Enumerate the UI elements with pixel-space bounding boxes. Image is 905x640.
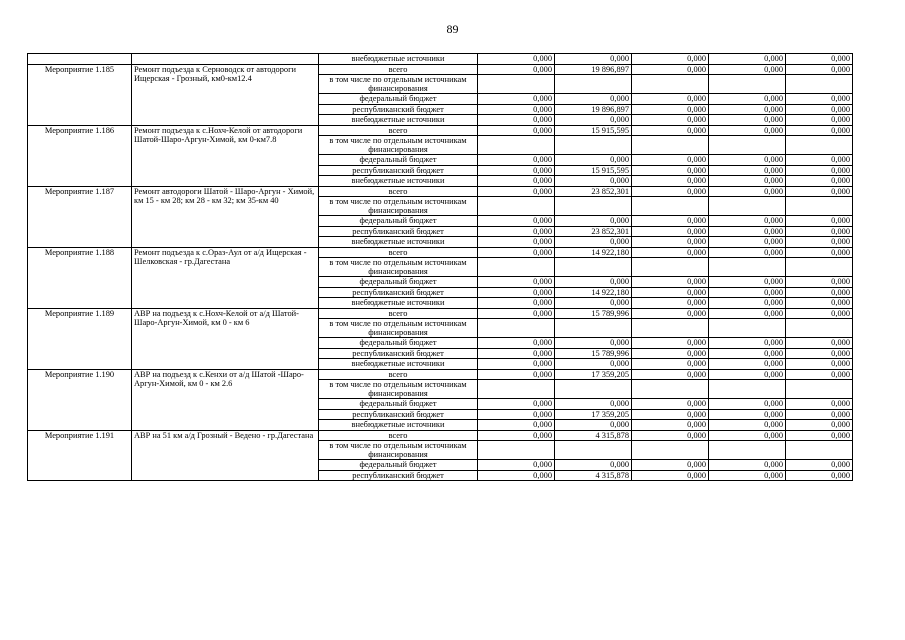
event-description: АВР на подъезд к с.Кенхи от а/д Шатой -Шаро-Аргун-Химой, км 0 - км 2.6 bbox=[132, 369, 319, 430]
value-cell bbox=[555, 258, 632, 277]
value-cell: 0,000 bbox=[478, 237, 555, 248]
value-cell: 0,000 bbox=[709, 409, 786, 420]
value-cell: 15 789,996 bbox=[555, 348, 632, 359]
value-cell: 19 896,897 bbox=[555, 104, 632, 115]
value-cell: 0,000 bbox=[632, 369, 709, 380]
value-cell bbox=[555, 197, 632, 216]
value-cell bbox=[709, 75, 786, 94]
value-cell: 0,000 bbox=[786, 298, 853, 309]
value-cell bbox=[632, 319, 709, 338]
value-cell: 0,000 bbox=[478, 369, 555, 380]
empty-cell bbox=[28, 54, 132, 65]
value-cell bbox=[632, 441, 709, 460]
value-cell: 0,000 bbox=[632, 54, 709, 65]
value-cell: 0,000 bbox=[786, 216, 853, 227]
value-cell: 0,000 bbox=[786, 247, 853, 258]
value-cell bbox=[478, 319, 555, 338]
funding-source-cell: всего bbox=[319, 247, 478, 258]
value-cell: 0,000 bbox=[555, 460, 632, 471]
value-cell: 0,000 bbox=[786, 155, 853, 166]
table-row bbox=[28, 125, 853, 136]
value-cell: 0,000 bbox=[555, 420, 632, 431]
event-description: Ремонт подъезда к Серноводск от автодороги Ищерская - Грозный, км0-км12.4 bbox=[132, 64, 319, 125]
value-cell: 4 315,878 bbox=[555, 470, 632, 481]
funding-source-cell: внебюджетные источники bbox=[319, 115, 478, 126]
value-cell: 0,000 bbox=[709, 94, 786, 105]
value-cell: 0,000 bbox=[709, 298, 786, 309]
value-cell bbox=[555, 136, 632, 155]
value-cell: 15 789,996 bbox=[555, 308, 632, 319]
funding-source-cell: внебюджетные источники bbox=[319, 420, 478, 431]
funding-source-cell: внебюджетные источники bbox=[319, 54, 478, 65]
value-cell: 0,000 bbox=[786, 94, 853, 105]
value-cell bbox=[478, 258, 555, 277]
value-cell: 0,000 bbox=[478, 420, 555, 431]
value-cell: 0,000 bbox=[786, 409, 853, 420]
value-cell: 0,000 bbox=[478, 176, 555, 187]
funding-source-cell: в том числе по отдельным источникам финансирования bbox=[319, 75, 478, 94]
value-cell: 0,000 bbox=[478, 155, 555, 166]
value-cell: 0,000 bbox=[478, 430, 555, 441]
value-cell: 0,000 bbox=[632, 226, 709, 237]
value-cell: 0,000 bbox=[632, 308, 709, 319]
event-label: Мероприятие 1.185 bbox=[28, 64, 132, 125]
value-cell: 0,000 bbox=[632, 409, 709, 420]
table-body bbox=[28, 54, 853, 481]
funding-source-cell: всего bbox=[319, 430, 478, 441]
value-cell: 0,000 bbox=[478, 186, 555, 197]
budget-table bbox=[27, 53, 853, 481]
value-cell: 0,000 bbox=[632, 104, 709, 115]
funding-source-cell: внебюджетные источники bbox=[319, 237, 478, 248]
value-cell: 23 852,301 bbox=[555, 226, 632, 237]
value-cell bbox=[478, 136, 555, 155]
funding-source-cell: в том числе по отдельным источникам финансирования bbox=[319, 258, 478, 277]
empty-cell bbox=[132, 54, 319, 65]
value-cell: 0,000 bbox=[709, 247, 786, 258]
value-cell: 0,000 bbox=[478, 115, 555, 126]
value-cell: 0,000 bbox=[478, 287, 555, 298]
event-label: Мероприятие 1.191 bbox=[28, 430, 132, 481]
value-cell: 0,000 bbox=[478, 359, 555, 370]
value-cell: 0,000 bbox=[632, 64, 709, 75]
event-label: Мероприятие 1.189 bbox=[28, 308, 132, 369]
value-cell: 0,000 bbox=[632, 420, 709, 431]
funding-source-cell: федеральный бюджет bbox=[319, 216, 478, 227]
value-cell: 0,000 bbox=[555, 359, 632, 370]
funding-source-cell: федеральный бюджет bbox=[319, 338, 478, 349]
value-cell: 0,000 bbox=[786, 348, 853, 359]
value-cell bbox=[555, 75, 632, 94]
funding-source-cell: всего bbox=[319, 186, 478, 197]
value-cell: 0,000 bbox=[786, 186, 853, 197]
value-cell: 0,000 bbox=[478, 338, 555, 349]
value-cell: 0,000 bbox=[709, 216, 786, 227]
table-row bbox=[28, 186, 853, 197]
value-cell: 0,000 bbox=[786, 226, 853, 237]
funding-source-cell: республиканский бюджет bbox=[319, 470, 478, 481]
value-cell: 0,000 bbox=[632, 216, 709, 227]
value-cell: 15 915,595 bbox=[555, 125, 632, 136]
value-cell: 0,000 bbox=[632, 298, 709, 309]
value-cell: 0,000 bbox=[632, 430, 709, 441]
value-cell: 0,000 bbox=[632, 348, 709, 359]
value-cell: 14 922,180 bbox=[555, 287, 632, 298]
value-cell: 0,000 bbox=[478, 104, 555, 115]
table-row bbox=[28, 247, 853, 258]
value-cell: 0,000 bbox=[786, 115, 853, 126]
table-row bbox=[28, 54, 853, 65]
value-cell: 0,000 bbox=[555, 216, 632, 227]
value-cell: 0,000 bbox=[632, 94, 709, 105]
value-cell: 0,000 bbox=[709, 359, 786, 370]
value-cell: 0,000 bbox=[786, 287, 853, 298]
value-cell: 0,000 bbox=[709, 460, 786, 471]
funding-source-cell: республиканский бюджет bbox=[319, 348, 478, 359]
value-cell: 0,000 bbox=[786, 460, 853, 471]
value-cell: 0,000 bbox=[786, 104, 853, 115]
funding-source-cell: в том числе по отдельным источникам финансирования bbox=[319, 136, 478, 155]
value-cell: 0,000 bbox=[632, 287, 709, 298]
value-cell: 0,000 bbox=[478, 399, 555, 410]
value-cell: 0,000 bbox=[555, 399, 632, 410]
value-cell: 0,000 bbox=[709, 399, 786, 410]
value-cell: 0,000 bbox=[632, 359, 709, 370]
funding-source-cell: в том числе по отдельным источникам финансирования bbox=[319, 319, 478, 338]
funding-source-cell: внебюджетные источники bbox=[319, 298, 478, 309]
value-cell bbox=[786, 258, 853, 277]
value-cell bbox=[786, 380, 853, 399]
value-cell: 0,000 bbox=[632, 155, 709, 166]
table-row bbox=[28, 430, 853, 441]
value-cell: 0,000 bbox=[478, 409, 555, 420]
value-cell: 0,000 bbox=[555, 298, 632, 309]
value-cell: 0,000 bbox=[709, 430, 786, 441]
funding-source-cell: внебюджетные источники bbox=[319, 176, 478, 187]
value-cell: 17 359,205 bbox=[555, 409, 632, 420]
value-cell: 0,000 bbox=[709, 186, 786, 197]
funding-source-cell: республиканский бюджет bbox=[319, 226, 478, 237]
funding-source-cell: республиканский бюджет bbox=[319, 165, 478, 176]
funding-source-cell: в том числе по отдельным источникам финансирования bbox=[319, 197, 478, 216]
value-cell bbox=[709, 441, 786, 460]
value-cell: 0,000 bbox=[786, 470, 853, 481]
funding-source-cell: в том числе по отдельным источникам финансирования bbox=[319, 380, 478, 399]
event-label: Мероприятие 1.187 bbox=[28, 186, 132, 247]
value-cell: 0,000 bbox=[632, 237, 709, 248]
value-cell: 0,000 bbox=[786, 430, 853, 441]
value-cell: 0,000 bbox=[709, 470, 786, 481]
value-cell: 0,000 bbox=[478, 470, 555, 481]
value-cell: 0,000 bbox=[632, 115, 709, 126]
value-cell bbox=[709, 197, 786, 216]
value-cell bbox=[478, 380, 555, 399]
value-cell: 0,000 bbox=[478, 348, 555, 359]
funding-source-cell: в том числе по отдельным источникам финансирования bbox=[319, 441, 478, 460]
value-cell: 0,000 bbox=[632, 125, 709, 136]
value-cell: 0,000 bbox=[555, 338, 632, 349]
value-cell: 0,000 bbox=[786, 237, 853, 248]
table-row bbox=[28, 369, 853, 380]
event-description: АВР на 51 км а/д Грозный - Ведено - гр.Дагестана bbox=[132, 430, 319, 481]
value-cell: 0,000 bbox=[632, 470, 709, 481]
value-cell: 0,000 bbox=[478, 277, 555, 288]
funding-source-cell: всего bbox=[319, 369, 478, 380]
value-cell: 0,000 bbox=[632, 460, 709, 471]
value-cell bbox=[632, 75, 709, 94]
value-cell bbox=[632, 380, 709, 399]
funding-source-cell: федеральный бюджет bbox=[319, 277, 478, 288]
value-cell: 0,000 bbox=[478, 125, 555, 136]
value-cell: 0,000 bbox=[478, 94, 555, 105]
funding-source-cell: федеральный бюджет bbox=[319, 460, 478, 471]
value-cell: 17 359,205 bbox=[555, 369, 632, 380]
value-cell: 0,000 bbox=[709, 237, 786, 248]
value-cell: 0,000 bbox=[709, 165, 786, 176]
value-cell: 0,000 bbox=[709, 287, 786, 298]
value-cell: 0,000 bbox=[709, 125, 786, 136]
value-cell: 0,000 bbox=[478, 308, 555, 319]
value-cell: 0,000 bbox=[786, 176, 853, 187]
value-cell: 0,000 bbox=[786, 125, 853, 136]
value-cell: 0,000 bbox=[709, 338, 786, 349]
value-cell bbox=[709, 136, 786, 155]
value-cell: 0,000 bbox=[555, 115, 632, 126]
event-label: Мероприятие 1.188 bbox=[28, 247, 132, 308]
value-cell bbox=[709, 319, 786, 338]
value-cell: 0,000 bbox=[786, 420, 853, 431]
funding-source-cell: всего bbox=[319, 125, 478, 136]
value-cell: 14 922,180 bbox=[555, 247, 632, 258]
funding-source-cell: всего bbox=[319, 64, 478, 75]
value-cell: 0,000 bbox=[555, 237, 632, 248]
value-cell: 0,000 bbox=[555, 155, 632, 166]
value-cell bbox=[478, 441, 555, 460]
value-cell: 0,000 bbox=[709, 369, 786, 380]
value-cell: 0,000 bbox=[478, 460, 555, 471]
value-cell bbox=[632, 197, 709, 216]
value-cell: 0,000 bbox=[709, 348, 786, 359]
value-cell: 0,000 bbox=[632, 165, 709, 176]
value-cell bbox=[555, 319, 632, 338]
value-cell: 0,000 bbox=[709, 176, 786, 187]
value-cell: 0,000 bbox=[478, 64, 555, 75]
value-cell bbox=[478, 197, 555, 216]
value-cell: 0,000 bbox=[709, 64, 786, 75]
value-cell bbox=[786, 136, 853, 155]
value-cell: 0,000 bbox=[709, 54, 786, 65]
value-cell: 0,000 bbox=[786, 359, 853, 370]
value-cell: 0,000 bbox=[632, 277, 709, 288]
value-cell: 0,000 bbox=[555, 176, 632, 187]
funding-source-cell: республиканский бюджет bbox=[319, 287, 478, 298]
funding-source-cell: республиканский бюджет bbox=[319, 104, 478, 115]
funding-source-cell: республиканский бюджет bbox=[319, 409, 478, 420]
value-cell: 0,000 bbox=[478, 165, 555, 176]
value-cell bbox=[709, 258, 786, 277]
value-cell: 0,000 bbox=[709, 277, 786, 288]
value-cell: 0,000 bbox=[478, 216, 555, 227]
value-cell: 0,000 bbox=[632, 399, 709, 410]
event-label: Мероприятие 1.190 bbox=[28, 369, 132, 430]
value-cell: 0,000 bbox=[478, 226, 555, 237]
value-cell: 0,000 bbox=[786, 277, 853, 288]
value-cell: 15 915,595 bbox=[555, 165, 632, 176]
value-cell: 19 896,897 bbox=[555, 64, 632, 75]
value-cell bbox=[632, 258, 709, 277]
value-cell: 0,000 bbox=[786, 308, 853, 319]
funding-source-cell: федеральный бюджет bbox=[319, 94, 478, 105]
value-cell: 0,000 bbox=[709, 420, 786, 431]
value-cell: 0,000 bbox=[555, 277, 632, 288]
value-cell: 4 315,878 bbox=[555, 430, 632, 441]
funding-source-cell: внебюджетные источники bbox=[319, 359, 478, 370]
event-description: Ремонт подъезда к с.Ораз-Аул от а/д Ищерская - Шелковская - гр.Дагестана bbox=[132, 247, 319, 308]
value-cell: 0,000 bbox=[632, 186, 709, 197]
value-cell bbox=[786, 441, 853, 460]
value-cell bbox=[555, 441, 632, 460]
value-cell: 0,000 bbox=[709, 155, 786, 166]
value-cell bbox=[786, 319, 853, 338]
value-cell: 0,000 bbox=[709, 115, 786, 126]
value-cell: 0,000 bbox=[709, 308, 786, 319]
funding-source-cell: федеральный бюджет bbox=[319, 399, 478, 410]
value-cell bbox=[478, 75, 555, 94]
value-cell: 0,000 bbox=[555, 94, 632, 105]
value-cell: 0,000 bbox=[786, 338, 853, 349]
event-label: Мероприятие 1.186 bbox=[28, 125, 132, 186]
value-cell: 0,000 bbox=[632, 338, 709, 349]
value-cell: 0,000 bbox=[478, 54, 555, 65]
value-cell: 0,000 bbox=[632, 176, 709, 187]
event-description: Ремонт подъезда к с.Нохч-Келой от автодороги Шатой-Шаро-Аргун-Химой, км 0-км7.8 bbox=[132, 125, 319, 186]
value-cell bbox=[786, 75, 853, 94]
event-description: АВР на подъезд к с.Нохч-Келой от а/д Шатой-Шаро-Аргун-Химой, км 0 - км 6 bbox=[132, 308, 319, 369]
value-cell: 0,000 bbox=[632, 247, 709, 258]
table-row bbox=[28, 308, 853, 319]
page-number: 89 bbox=[446, 22, 459, 36]
value-cell: 23 852,301 bbox=[555, 186, 632, 197]
value-cell: 0,000 bbox=[478, 247, 555, 258]
funding-source-cell: всего bbox=[319, 308, 478, 319]
value-cell bbox=[555, 380, 632, 399]
value-cell: 0,000 bbox=[478, 298, 555, 309]
value-cell: 0,000 bbox=[555, 54, 632, 65]
value-cell: 0,000 bbox=[786, 64, 853, 75]
value-cell bbox=[632, 136, 709, 155]
value-cell: 0,000 bbox=[786, 165, 853, 176]
value-cell bbox=[786, 197, 853, 216]
value-cell: 0,000 bbox=[786, 399, 853, 410]
event-description: Ремонт автодороги Шатой - Шаро-Аргун - Химой, км 15 - км 28; км 28 - км 32; км 35-км 40 bbox=[132, 186, 319, 247]
value-cell: 0,000 bbox=[786, 54, 853, 65]
value-cell bbox=[709, 380, 786, 399]
table-row bbox=[28, 64, 853, 75]
value-cell: 0,000 bbox=[786, 369, 853, 380]
value-cell: 0,000 bbox=[709, 104, 786, 115]
funding-source-cell: федеральный бюджет bbox=[319, 155, 478, 166]
value-cell: 0,000 bbox=[709, 226, 786, 237]
